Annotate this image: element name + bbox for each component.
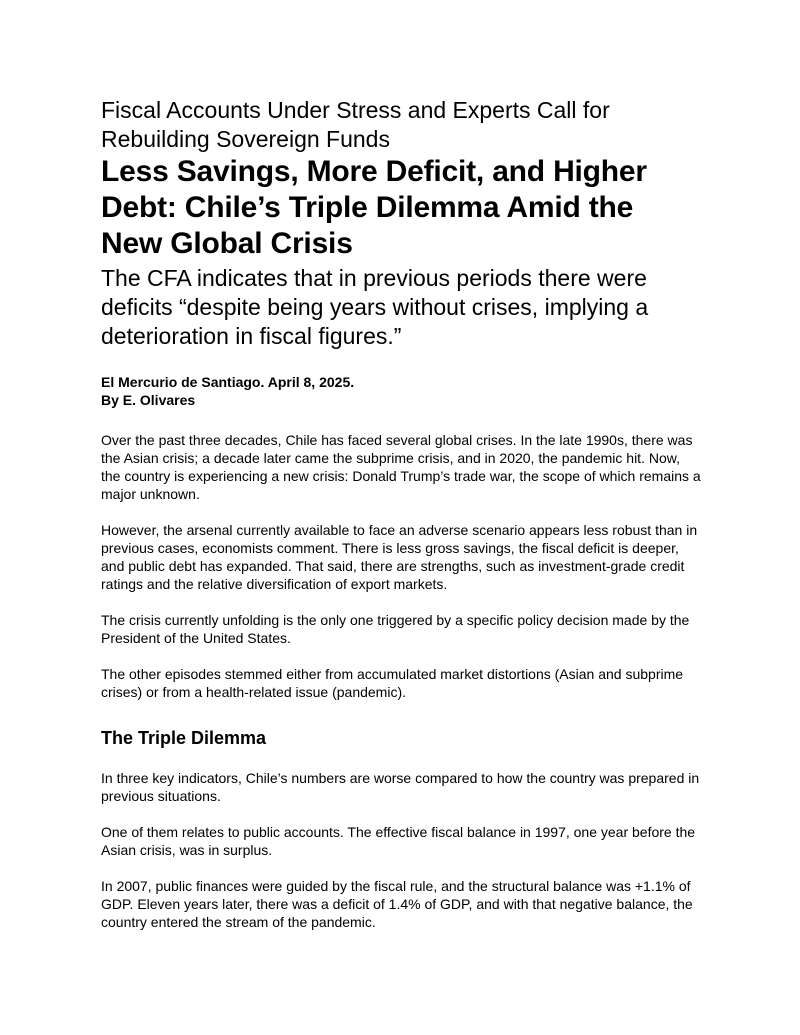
body-paragraph-3: The crisis currently unfolding is the only one triggered by a specific policy decision made by the President of the United States. <box>101 612 690 646</box>
section-title: The Triple Dilemma <box>101 728 267 748</box>
body-paragraph-1: Over the past three decades, Chile has faced several global crises. In the late 1990s, there was the Asian crisis; a decade later came the subprime crisis, and in 2020, the pandemic hit. Now, the country is experiencing a new crisis: Donald Trump’s trade war, the scope of which remains a major unknown. <box>101 432 701 502</box>
section-paragraph-2: One of them relates to public accounts. The effective fiscal balance in 1997, one year before the Asian crisis, was in surplus. <box>101 824 696 858</box>
article <box>101 96 701 931</box>
body-paragraph-4: The other episodes stemmed either from accumulated market distortions (Asian and subprime crises) or from a health-related issue (pandemic). <box>101 666 684 700</box>
byline <box>101 373 701 409</box>
author-line: By E. Olivares <box>101 392 196 408</box>
article-deck: The CFA indicates that in previous periods there were deficits “despite being years without crises, implying a deterioration in fiscal figures.” <box>101 265 649 349</box>
section-paragraph-1: In three key indicators, Chile’s numbers are worse compared to how the country was prepared in previous situations. <box>101 770 700 804</box>
source-line: El Mercurio de Santiago. April 8, 2025. <box>101 374 355 390</box>
article-kicker: Fiscal Accounts Under Stress and Experts Call for Rebuilding Sovereign Funds <box>101 97 610 152</box>
article-headline: Less Savings, More Deficit, and Higher Debt: Chile’s Triple Dilemma Amid the New Global Crisis <box>101 155 647 260</box>
section-paragraph-3: In 2007, public finances were guided by the fiscal rule, and the structural balance was +1.1% of GDP. Eleven years later, there was a deficit of 1.4% of GDP, and with that negative balance, the country entered the stream of the pandemic. <box>101 878 693 930</box>
body-paragraph-2: However, the arsenal currently available to face an adverse scenario appears less robust than in previous cases, economists comment. There is less gross savings, the fiscal deficit is deeper, and public debt has expanded. That said, there are strengths, such as investment-grade credit ratings and the relative diversification of export markets. <box>101 522 698 592</box>
